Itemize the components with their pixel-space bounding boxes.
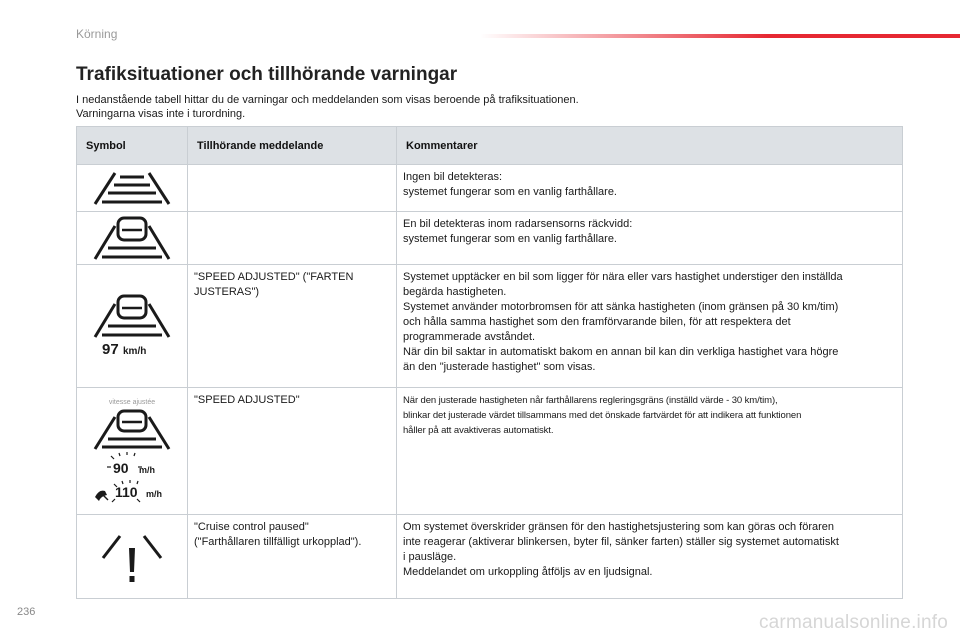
- message-cell: [188, 265, 397, 388]
- message-cell: [188, 388, 397, 515]
- column-header-comment: Kommentarer: [397, 127, 903, 165]
- icon-speed-unit: km/h: [123, 346, 147, 357]
- lane-vehicle-speed-icon: [89, 294, 175, 358]
- icon-speed-value: 97: [102, 341, 119, 358]
- comment-line: Om systemet överskrider gränsen för den hastighetsjustering som kan göras och föraren: [403, 521, 835, 533]
- page-title: Trafiksituationer och tillhörande varningar: [76, 64, 458, 85]
- comment-line: En bil detekteras inom radarsensorns räckvidd:: [403, 218, 633, 230]
- comment-line: programmerade avståndet.: [403, 331, 536, 343]
- icon-speed-unit: m/h: [146, 489, 163, 499]
- comment-line: håller på att avaktiveras automatiskt.: [403, 425, 554, 436]
- table-row: [77, 265, 903, 388]
- message-line: "SPEED ADJUSTED" ("FARTEN: [194, 271, 354, 283]
- comment-cell: [397, 212, 903, 265]
- comment-line: inte reagerar (aktiverar blinkersen, byter fil, sänker farten) ställer sig systemet automatiskt: [403, 536, 839, 548]
- section-label: Körning: [76, 27, 118, 41]
- icon-target-speed: 110: [115, 484, 138, 500]
- comment-line: När din bil saktar in automatiskt bakom en annan bil kan din verkliga hastighet vara högre: [403, 346, 839, 358]
- message-cell: [188, 165, 397, 212]
- intro-text: [76, 93, 579, 121]
- lane-vehicle-detected-icon: [89, 216, 175, 260]
- message-cell: [188, 515, 397, 599]
- table-row: [77, 212, 903, 265]
- warnings-table: [76, 126, 903, 599]
- message-cell: [188, 212, 397, 265]
- comment-cell: [397, 388, 903, 515]
- comment-line: än den "justerade hastighet" som visas.: [403, 361, 596, 373]
- message-line: "Cruise control paused": [194, 521, 309, 533]
- table-header-row: [77, 127, 903, 165]
- comment-line: systemet fungerar som en vanlig farthållare.: [403, 186, 617, 198]
- column-header-symbol: Symbol: [77, 127, 188, 165]
- comment-line: och hålla samma hastighet som den framförvarande bilen, för att respektera det: [403, 316, 791, 328]
- table-row: [77, 165, 903, 212]
- icon-caption: vitesse ajustée: [108, 399, 156, 406]
- watermark: carmanualsonline.info: [758, 612, 948, 633]
- table-row: [77, 388, 903, 515]
- intro-line: Varningarna visas inte i turordning.: [76, 108, 246, 120]
- comment-line: systemet fungerar som en vanlig farthållare.: [403, 233, 617, 245]
- comment-cell: [397, 265, 903, 388]
- speed-adjusted-flashing-icon: [87, 395, 177, 507]
- symbol-cell: [77, 388, 188, 515]
- comment-line: Systemet upptäcker en bil som ligger för nära eller vars hastighet understiger den inställda: [403, 271, 843, 283]
- icon-adjusted-speed: 90: [113, 460, 129, 476]
- comment-line: Systemet använder motorbromsen för att sänka hastigheten (inom gränsen på 30 km/tim): [403, 301, 839, 313]
- comment-line: När den justerade hastigheten når farthållarens regleringsgräns (inställd värde - 30 km/tim),: [403, 395, 778, 406]
- comment-line: Meddelandet om urkoppling åtföljs av en ljudsignal.: [403, 566, 653, 578]
- message-line: "SPEED ADJUSTED": [194, 394, 300, 406]
- symbol-cell: [77, 165, 188, 212]
- table-row: [77, 515, 903, 599]
- comment-cell: [397, 515, 903, 599]
- symbol-cell: [77, 265, 188, 388]
- comment-line: begärda hastigheten.: [403, 286, 507, 298]
- cruise-paused-warning-icon: [89, 528, 175, 586]
- symbol-cell: [77, 212, 188, 265]
- lane-no-vehicle-icon: [89, 171, 175, 205]
- message-line: ("Farthållaren tillfälligt urkopplad").: [194, 536, 362, 548]
- intro-line: I nedanstående tabell hittar du de varningar och meddelanden som visas beroende på trafiksituationen.: [76, 94, 579, 106]
- message-line: JUSTERAS"): [194, 286, 260, 298]
- header-accent-line: [480, 34, 960, 38]
- icon-speed-unit: m/h: [139, 465, 156, 475]
- comment-line: i pausläge.: [403, 551, 457, 563]
- symbol-cell: [77, 515, 188, 599]
- column-header-message: Tillhörande meddelande: [188, 127, 397, 165]
- comment-line: Ingen bil detekteras:: [403, 171, 503, 183]
- page-number: 236: [17, 606, 36, 618]
- comment-line: blinkar det justerade värdet tillsammans med det önskade fartvärdet för att indikera att funktionen: [403, 410, 802, 421]
- comment-cell: [397, 165, 903, 212]
